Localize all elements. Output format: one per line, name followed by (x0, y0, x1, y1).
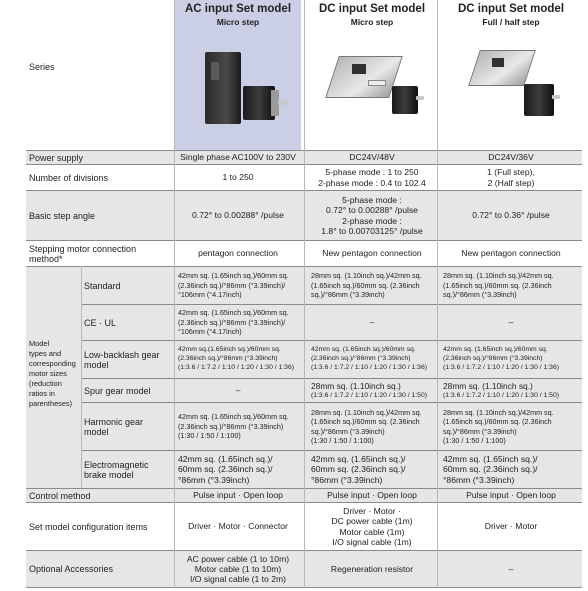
dc-line: 5-phase mode : 1 to 250 (325, 167, 419, 178)
driver-panel (211, 62, 219, 80)
full-line: 42mm sq. (1.65inch sq.)/60mm sq. (443, 346, 548, 354)
column-title: DC input Set model (318, 3, 426, 15)
dc-line: 42mm sq. (1.65inch sq.)/60mm sq. (311, 346, 416, 354)
full-value (440, 267, 582, 304)
ac-value: pentagon connection (198, 248, 278, 259)
dc-value (308, 503, 436, 550)
ac-value: – (235, 385, 241, 396)
full-value (440, 165, 582, 190)
row-low-backlash (82, 340, 582, 378)
label-line: Stepping motor connection (29, 243, 137, 254)
label-line: Harmonic gear (84, 416, 144, 427)
full-line: 42mm sq. (1.65inch sq.)/ (443, 454, 538, 465)
label-line: parentheses) (29, 398, 73, 408)
dc-motor-image (392, 86, 418, 114)
divider (174, 0, 175, 588)
dc-line: DC power cable (1m) (331, 516, 413, 527)
ac-value (175, 551, 301, 587)
ac-line: 42mm sq. (1.65inch sq.)/60mm sq. (178, 412, 289, 422)
dc-value: DC24V/48V (349, 152, 395, 163)
dc-value (308, 379, 438, 402)
ac-line: (2.36inch sq.)/°86mm (°3.39inch) (178, 355, 278, 363)
full-value: New pentagon connection (461, 248, 561, 259)
dc-full-board-image (468, 50, 536, 86)
full-value (440, 379, 582, 402)
dc-line: °86mm (°3.39inch) (311, 474, 383, 485)
full-line: (1.65inch sq.)/60mm sq. (2.36inch (443, 280, 552, 290)
ac-line: (1:30 / 1:50 / 1:100) (178, 431, 241, 441)
ac-value: Single phase AC100V to 230V (180, 152, 296, 163)
sub-label (84, 451, 174, 488)
sub-label: CE · UL (84, 317, 117, 328)
ac-value (175, 403, 301, 450)
row-label (26, 241, 174, 266)
full-line: °86mm (°3.39inch) (443, 474, 515, 485)
label-line: brake model (84, 469, 134, 480)
dc-line: (1.65inch sq.)/60mm sq. (2.36inch (311, 280, 420, 290)
dc-line: 60mm sq. (2.36inch sq.)/ (311, 464, 406, 475)
motor-shaft (552, 95, 560, 99)
full-line: 28mm sq. (1.10inch sq.) (443, 380, 533, 391)
full-line: (1:30 / 1:50 / 1:100) (443, 435, 506, 445)
dc-value (308, 341, 438, 378)
column-title: AC input Set model (184, 3, 292, 15)
dc-line: I/O signal cable (1m) (332, 536, 412, 547)
label-line: model (84, 426, 109, 437)
full-value: – (508, 563, 514, 574)
sub-label (84, 403, 174, 450)
row-label: Power supply (29, 152, 84, 163)
dc-line: 2-phase mode : 0.4 to 102.4 (318, 177, 426, 188)
ac-line: (2.36inch sq.)/°86mm (°3.39inch) (178, 421, 284, 431)
label-line: motor sizes (29, 368, 67, 378)
full-line: (1:3.6 / 1:7.2 / 1:10 / 1:20 / 1:30 / 1:50) (443, 391, 560, 399)
full-value: 0.72° to 0.36° /pulse (472, 210, 550, 221)
full-value (440, 451, 582, 488)
dc-line: sq.)/°86mm (°3.39inch) (311, 290, 385, 300)
label-line: Low-backlash gear (84, 349, 160, 360)
header-dc-full (440, 0, 582, 155)
ac-line: 60mm sq. (2.36inch sq.)/ (178, 464, 273, 475)
full-value: Pulse input · Open loop (466, 490, 556, 501)
full-line: 28mm sq. (1.10inch sq.)/42mm sq. (443, 271, 554, 281)
full-value (440, 341, 582, 378)
dc-value (308, 165, 436, 190)
ac-line: 42mm sq. (1.65inch sq.)/60mm sq. (178, 308, 289, 318)
dc-line: (2.36inch sq.)/°86mm (°3.39inch) (311, 355, 411, 363)
dc-line: (1.65inch sq.)/60mm sq. (2.36inch (311, 417, 420, 427)
row-spur-gear (82, 378, 582, 402)
dc-value: Regeneration resistor (330, 563, 414, 574)
column-title: DC input Set model (457, 3, 565, 15)
dc-line: 28mm sq. (1.10inch sq.) (311, 380, 401, 391)
dc-full-motor-image (524, 84, 554, 116)
ac-line: I/O signal cable (1 to 2m) (189, 574, 286, 585)
ac-value (175, 341, 305, 378)
ac-line: Motor cable (1 to 10m) (194, 563, 282, 574)
row-harmonic-gear (82, 402, 582, 450)
row-label: Set model configuration items (29, 521, 148, 532)
ac-line: °106mm (°4.17inch) (178, 327, 242, 337)
column-subtitle: Full / half step (482, 17, 540, 27)
row-label: Optional Accessories (29, 564, 114, 574)
dc-value: Pulse input · Open loop (327, 490, 417, 501)
label-line: ratios in (29, 388, 55, 398)
row-standard (82, 266, 582, 304)
dc-line: 1.8° to 0.00703125° /pulse (321, 225, 423, 236)
ac-line: (2.36inch sq.)/°86mm (°3.39inch)/ (178, 280, 286, 290)
header-ac-micro (175, 0, 301, 155)
dc-line: Motor cable (1m) (339, 526, 405, 537)
dc-value: – (369, 317, 375, 328)
row-brake (82, 450, 582, 488)
header-dc-micro (308, 0, 436, 155)
spec-table (26, 0, 582, 591)
divider (81, 266, 82, 488)
label-line: Electromagnetic (84, 459, 149, 470)
full-line: 1 (Full step), (487, 167, 535, 178)
motor-shaft (278, 100, 287, 105)
ac-line: 42mm sq. (1.65inch sq.)/ (178, 454, 273, 465)
label-line: Model (29, 339, 50, 348)
dc-line: 42mm sq. (1.65inch sq.)/ (311, 454, 406, 465)
full-line: 28mm sq. (1.10inch sq.)/42mm sq. (443, 407, 554, 417)
dc-line: 28mm sq. (1.10inch sq.)/42mm sq. (311, 407, 422, 417)
divider (437, 0, 438, 588)
ac-line: (1:3.6 / 1:7.2 / 1:10 / 1:20 / 1:30 / 1:36) (178, 363, 295, 371)
ac-value: 0.72° to 0.00288° /pulse (192, 210, 284, 221)
ac-line: AC power cable (1 to 10m) (186, 553, 290, 564)
ac-value (175, 451, 301, 488)
sub-label: Standard (84, 280, 121, 291)
label-line: model (84, 359, 109, 370)
full-line: 60mm sq. (2.36inch sq.)/ (443, 464, 538, 475)
dc-line: sq.)/°86mm (°3.39inch) (311, 426, 385, 436)
full-value: DC24V/36V (488, 152, 534, 163)
dc-line: Driver · Motor · (343, 505, 401, 516)
row-label: Number of divisions (29, 172, 109, 183)
row-ce-ul (82, 304, 582, 340)
ac-value (175, 305, 301, 340)
dc-value (308, 403, 436, 450)
divider (304, 0, 305, 588)
label-line: types and (29, 348, 62, 358)
label-line: (reduction (29, 378, 62, 388)
sub-label: Spur gear model (84, 385, 151, 396)
full-value (440, 403, 582, 450)
full-line: (2.36inch sq.)/°86mm (°3.39inch) (443, 355, 543, 363)
dc-line: (1:3.6 / 1:7.2 / 1:10 / 1:20 / 1:30 / 1:36) (311, 363, 428, 371)
ac-line: 42mm sq. (1.65inch sq.)/60mm sq. (178, 271, 289, 281)
full-line: sq.)/°86mm (°3.39inch) (443, 290, 517, 300)
full-line: sq.)/°86mm (°3.39inch) (443, 426, 517, 436)
ac-value: 1 to 250 (222, 172, 254, 183)
label-line: corresponding (29, 358, 76, 368)
row-label: Basic step angle (29, 210, 96, 221)
column-subtitle: Micro step (216, 17, 260, 27)
dc-line: 2-phase mode : (342, 215, 402, 226)
ac-value: Driver · Motor · Connector (188, 521, 288, 532)
ac-value (175, 267, 301, 304)
dc-value: New pentagon connection (322, 248, 422, 259)
ac-value: Pulse input · Open loop (193, 490, 283, 501)
dc-line: (1:3.6 / 1:7.2 / 1:10 / 1:20 / 1:30 / 1:50) (311, 391, 428, 399)
ac-line: °106mm (°4.17inch) (178, 290, 242, 300)
dc-value (308, 191, 436, 240)
dc-line: (1:30 / 1:50 / 1:100) (311, 435, 374, 445)
dc-value (308, 267, 436, 304)
dc-line: 28mm sq. (1.10inch sq.)/42mm sq. (311, 271, 422, 281)
dc-line: 0.72° to 0.00288° /pulse (326, 205, 418, 216)
row-label-series: Series (29, 62, 55, 72)
full-line: (1:3.6 / 1:7.2 / 1:10 / 1:20 / 1:30 / 1:36) (443, 363, 560, 371)
motor-shaft (416, 96, 424, 100)
sub-label (84, 341, 174, 378)
ac-line: °86mm (°3.39inch) (178, 474, 250, 485)
model-types-label (29, 339, 81, 409)
board-chip (352, 64, 366, 74)
header-blank (26, 0, 174, 155)
row-label: Control method (29, 490, 91, 501)
board-chip (492, 58, 504, 67)
label-line: method* (29, 253, 63, 264)
dc-line: 5-phase mode : (342, 194, 402, 205)
column-subtitle: Micro step (350, 17, 394, 27)
full-line: (1.65inch sq.)/60mm sq. (2.36inch (443, 417, 552, 427)
dc-value (308, 451, 436, 488)
full-value: – (508, 317, 514, 328)
ac-line: (2.36inch sq.)/°86mm (°3.39inch)/ (178, 317, 286, 327)
full-line: 2 (Half step) (487, 177, 535, 188)
ac-line: 42mm sq.(1.65inch sq.)/60mm sq. (178, 346, 281, 354)
full-value: Driver · Motor (484, 521, 538, 532)
board-connector (368, 80, 386, 86)
